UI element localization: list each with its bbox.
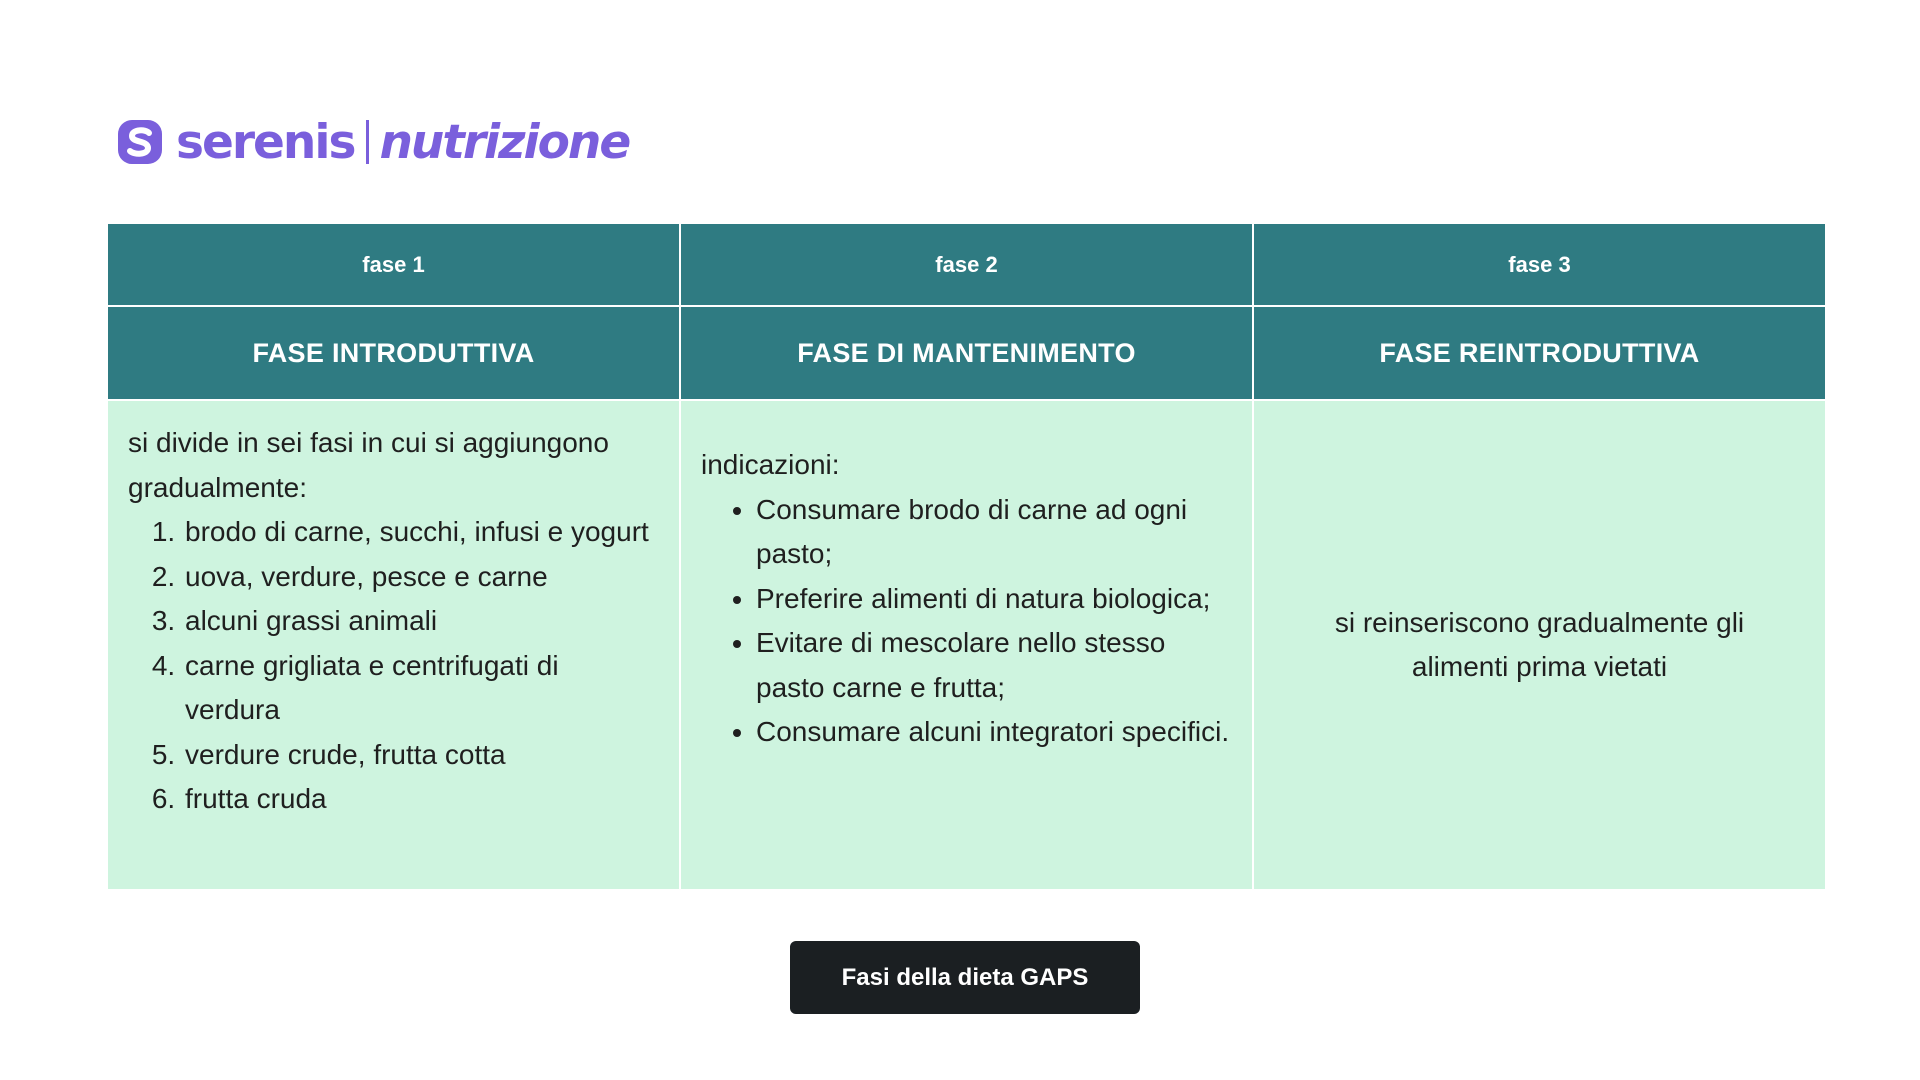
phase-3-content	[1254, 401, 1825, 889]
phase-1-intro: si divide in sei fasi in cui si aggiungono gradualmente:	[128, 427, 609, 503]
phase-2-intro: indicazioni:	[701, 449, 840, 480]
phase-1-label: fase 1	[108, 224, 679, 305]
phase-3-title: FASE REINTRODUTTIVA	[1254, 307, 1825, 399]
list-item: 5. verdure crude, frutta cotta	[183, 733, 649, 778]
list-item: • Preferire alimenti di natura biologica;	[756, 577, 1232, 622]
list-item: • Consumare alcuni integratori specifici.	[756, 710, 1232, 755]
phase-2-content	[681, 401, 1252, 889]
phase-2-label: fase 2	[681, 224, 1252, 305]
phase-3-text: si reinseriscono gradualmente gli alimenti prima vietati	[1334, 606, 1745, 682]
list-item: • Consumare brodo di carne ad ogni pasto;	[756, 488, 1232, 577]
phase-1-steps-list	[128, 510, 649, 822]
serenis-s-logo-icon	[116, 118, 164, 166]
phase-1-content	[108, 401, 679, 889]
caption-button[interactable]: Fasi della dieta GAPS	[790, 941, 1140, 1014]
logo-brand: serenis	[176, 114, 355, 170]
phase-2-title: FASE DI MANTENIMENTO	[681, 307, 1252, 399]
list-item: 3. alcuni grassi animali	[183, 599, 649, 644]
list-item: • Evitare di mescolare nello stesso pasto carne e frutta;	[756, 621, 1232, 710]
logo-divider	[366, 120, 369, 164]
phase-1-title: FASE INTRODUTTIVA	[108, 307, 679, 399]
logo-product: nutrizione	[379, 114, 630, 170]
logo	[116, 112, 629, 172]
list-item: 4. carne grigliata e centrifugati di verdura	[183, 644, 649, 733]
phase-2-tips-list	[701, 488, 1232, 755]
phase-table	[108, 224, 1823, 889]
list-item: 1. brodo di carne, succhi, infusi e yogurt	[183, 510, 649, 555]
list-item: 6. frutta cruda	[183, 777, 649, 822]
phase-3-label: fase 3	[1254, 224, 1825, 305]
list-item: 2. uova, verdure, pesce e carne	[183, 555, 649, 600]
